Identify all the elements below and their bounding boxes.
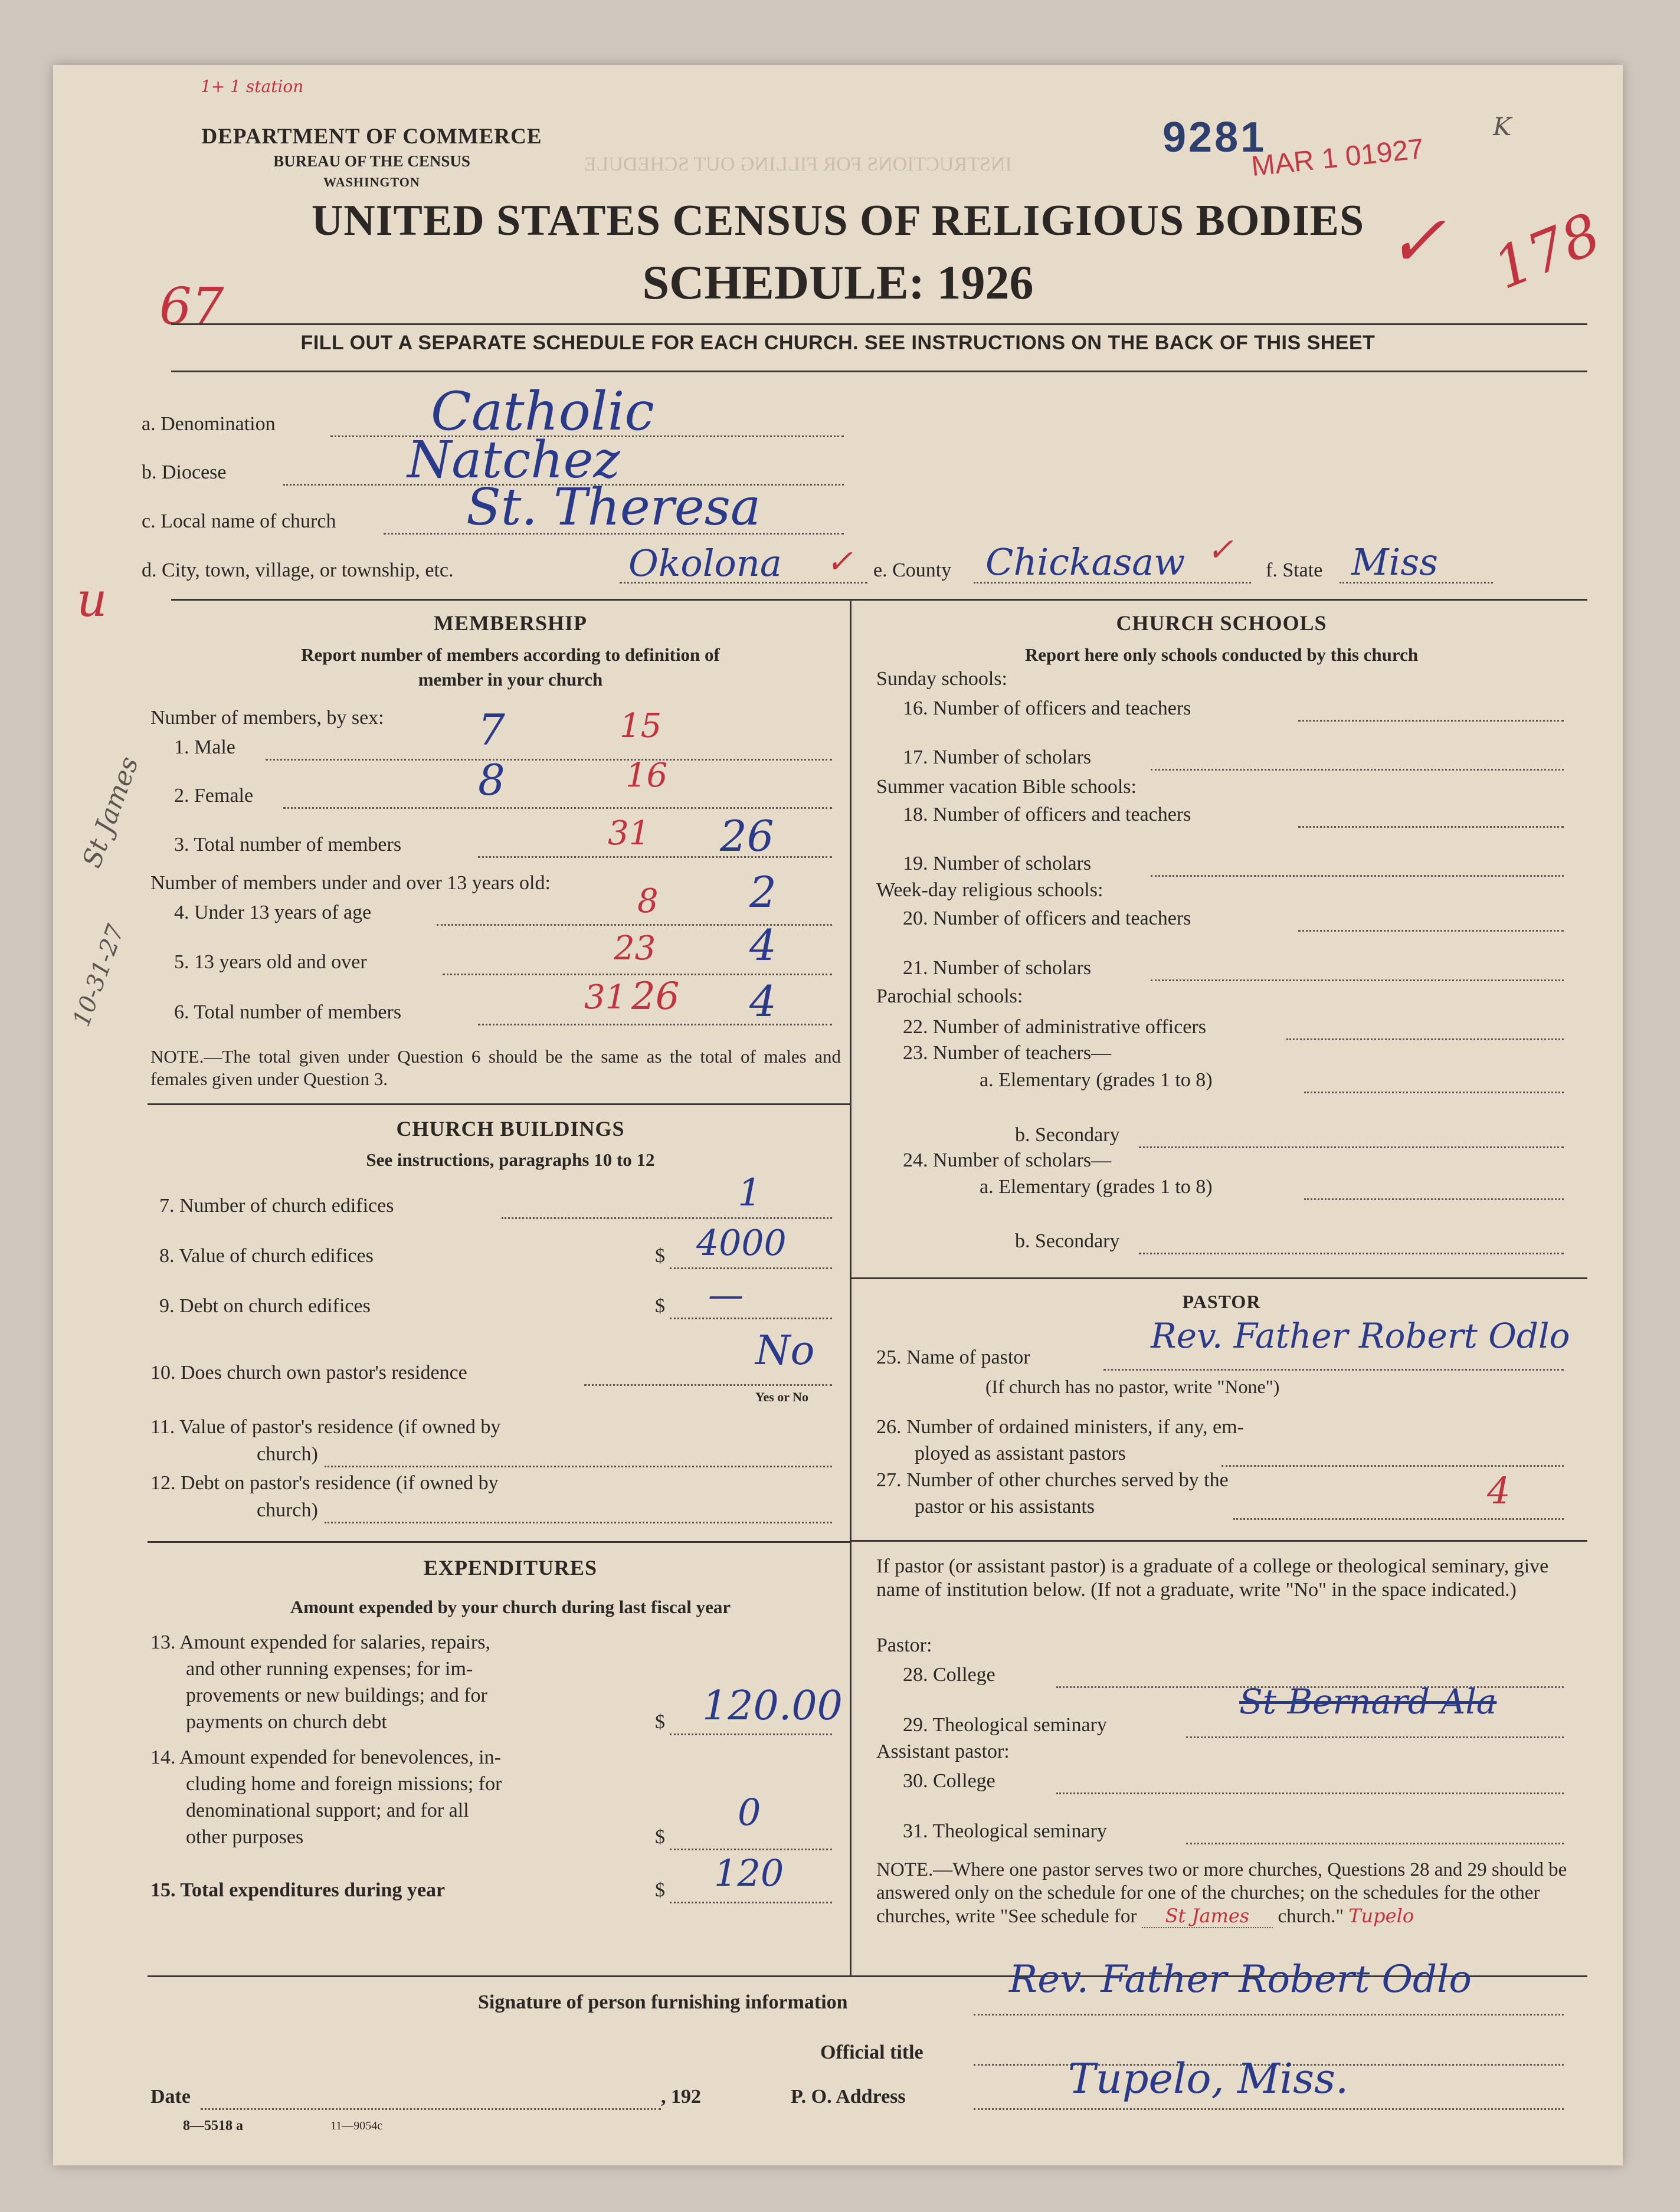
pastor-seminary-value: St Bernard Ala <box>1239 1682 1497 1722</box>
residence-debt-line[interactable] <box>325 1522 832 1523</box>
edifices-debt-dollar: $ <box>655 1295 665 1317</box>
edifices-value-value: 4000 <box>696 1223 787 1264</box>
multi-church-note <box>876 1859 1573 1928</box>
edifices-debt-value: — <box>708 1274 744 1316</box>
running-expenses-value: 120.00 <box>702 1683 843 1729</box>
scholars-elementary-line[interactable] <box>1304 1198 1564 1200</box>
other-churches-label-1: 27. Number of other churches served by the <box>876 1469 1229 1491</box>
weekday-scholars-line[interactable] <box>1151 979 1564 981</box>
residence-debt-label-1: 12. Debt on pastor's residence (if owned by <box>150 1472 499 1494</box>
signature-label: Signature of person furnishing information <box>478 1991 848 2013</box>
page-title: UNITED STATES CENSUS OF RELIGIOUS BODIES <box>311 196 1365 245</box>
pastor-name-hint: (If church has no pastor, write "None") <box>985 1376 1280 1397</box>
sunday-officers-label: 16. Number of officers and teachers <box>903 697 1191 719</box>
county-label: e. County <box>873 559 952 581</box>
bureau-heading: BUREAU OF THE CENSUS <box>273 152 470 170</box>
po-address-value: Tupelo, Miss. <box>1068 2054 1349 2103</box>
pastor-college-label: 28. College <box>903 1664 995 1686</box>
instruction-banner: FILL OUT A SEPARATE SCHEDULE FOR EACH CHURCH. SEE INSTRUCTIONS ON THE BACK OF THIS SHEET <box>300 332 1376 354</box>
edifices-debt-label: 9. Debt on church edifices <box>159 1295 371 1317</box>
date-line[interactable] <box>201 2108 661 2110</box>
date-year-suffix: , 192 <box>661 2086 701 2108</box>
male-label: 1. Male <box>174 736 235 758</box>
owns-residence-label: 10. Does church own pastor's residence <box>150 1362 467 1384</box>
schools-subheading: Report here only schools conducted by this church <box>1024 644 1419 665</box>
state-value: Miss <box>1351 540 1438 584</box>
pastor-divider <box>850 1540 1587 1542</box>
benevolences-label-4: other purposes <box>186 1826 304 1848</box>
corner-note: 1+ 1 station <box>201 77 304 96</box>
parochial-teachers-label: 23. Number of teachers— <box>903 1042 1112 1064</box>
edifices-value-label: 8. Value of church edifices <box>159 1245 374 1267</box>
buildings-subheading: See instructions, paragraphs 10 to 12 <box>366 1149 655 1170</box>
vacation-officers-line[interactable] <box>1298 826 1564 828</box>
owns-residence-line[interactable] <box>584 1384 832 1386</box>
vacation-officers-label: 18. Number of officers and teachers <box>903 804 1191 825</box>
buildings-heading: CHURCH BUILDINGS <box>396 1117 625 1141</box>
edifices-count-label: 7. Number of church edifices <box>159 1195 394 1217</box>
city-heading: WASHINGTON <box>323 175 420 189</box>
running-expenses-label-2: and other running expenses; for im- <box>186 1658 473 1680</box>
header-rule-top <box>171 323 1587 325</box>
diocese-value: Natchez <box>407 431 620 490</box>
stamp-initial: K <box>1493 112 1512 141</box>
pastor-heading: PASTOR <box>1182 1291 1261 1312</box>
po-address-line[interactable] <box>974 2108 1564 2110</box>
edifices-value-line[interactable] <box>670 1267 832 1269</box>
teachers-elementary-label: a. Elementary (grades 1 to 8) <box>980 1069 1213 1091</box>
male-red-value: 15 <box>620 707 662 745</box>
edifices-count-line[interactable] <box>502 1217 832 1219</box>
total-expenditures-line[interactable] <box>670 1902 832 1903</box>
over-13-red-value: 23 <box>614 929 656 968</box>
assistant-ministers-label-1: 26. Number of ordained ministers, if any, em- <box>876 1416 1244 1438</box>
margin-check-mark: ✓ <box>1387 201 1446 283</box>
multi-church-note-text: NOTE.—Where one pastor serves two or more churches, Questions 28 and 29 should be answered only on the schedule for one of the churches; on the schedules for the other churches, write "See schedule for <box>876 1859 1567 1927</box>
other-churches-label-2: pastor or his assistants <box>915 1496 1095 1518</box>
sunday-officers-line[interactable] <box>1298 720 1564 722</box>
running-expenses-label-3: provements or new buildings; and for <box>186 1685 487 1706</box>
local-name-value: St. Theresa <box>466 478 761 537</box>
total-expenditures-value: 120 <box>714 1851 784 1895</box>
schools-heading: CHURCH SCHOOLS <box>1116 611 1327 635</box>
residence-value-label-1: 11. Value of pastor's residence (if owned by <box>150 1416 501 1438</box>
denomination-label: a. Denomination <box>142 413 276 435</box>
form-number: 8—5518 a <box>183 2118 243 2134</box>
by-sex-label: Number of members, by sex: <box>150 707 384 729</box>
pastor-name-value: Rev. Father Robert Odlo <box>1151 1316 1570 1356</box>
margin-letter: u <box>77 572 107 627</box>
see-schedule-place: Tupelo <box>1348 1905 1414 1927</box>
sunday-scholars-line[interactable] <box>1151 769 1564 771</box>
county-value: Chickasaw <box>985 540 1186 584</box>
over-13-value: 4 <box>749 920 777 970</box>
received-date-stamp: MAR 1 01927 <box>1250 133 1426 183</box>
under-13-red-value: 8 <box>637 882 659 920</box>
pastor-seminary-label: 29. Theological seminary <box>903 1714 1107 1736</box>
running-expenses-dollar: $ <box>655 1711 665 1733</box>
female-red-value: 16 <box>626 756 668 795</box>
schools-divider <box>850 1277 1587 1279</box>
local-name-label: c. Local name of church <box>142 510 336 532</box>
total-by-age-line[interactable] <box>478 1024 832 1025</box>
pastor-seminary-line[interactable] <box>1186 1736 1564 1738</box>
owns-residence-hint: Yes or No <box>755 1390 809 1404</box>
vacation-scholars-label: 19. Number of scholars <box>903 853 1092 874</box>
edifices-value-dollar: $ <box>655 1245 665 1267</box>
total-by-age-red-value: 31 <box>584 978 627 1017</box>
under-13-value: 2 <box>749 867 777 917</box>
teachers-secondary-label: b. Secondary <box>1015 1124 1120 1146</box>
running-expenses-line[interactable] <box>670 1733 832 1735</box>
female-label: 2. Female <box>174 785 254 807</box>
side-note-date: 10-31-27 <box>68 921 130 1030</box>
residence-value-label-2: church) <box>257 1443 318 1465</box>
margin-number-right: 178 <box>1484 200 1610 303</box>
sunday-scholars-label: 17. Number of scholars <box>903 746 1092 768</box>
diocese-label: b. Diocese <box>142 461 227 483</box>
weekday-officers-label: 20. Number of officers and teachers <box>903 907 1191 929</box>
membership-subheading-2: member in your church <box>418 669 603 690</box>
running-expenses-label-1: 13. Amount expended for salaries, repairs, <box>150 1631 490 1653</box>
benevolences-dollar: $ <box>655 1826 665 1848</box>
assistant-college-label: 30. College <box>903 1770 995 1792</box>
parochial-scholars-label: 24. Number of scholars— <box>903 1149 1112 1171</box>
female-value: 8 <box>478 755 505 805</box>
department-heading: DEPARTMENT OF COMMERCE <box>201 124 542 149</box>
assistant-college-line[interactable] <box>1056 1792 1564 1794</box>
scholars-secondary-label: b. Secondary <box>1015 1230 1120 1252</box>
assistant-ministers-label-2: ployed as assistant pastors <box>915 1443 1126 1464</box>
parochial-officers-label: 22. Number of administrative officers <box>903 1016 1206 1038</box>
po-address-label: P. O. Address <box>791 2086 906 2108</box>
over-13-label: 5. 13 years old and over <box>174 951 367 973</box>
see-schedule-value: St James <box>1142 1905 1273 1928</box>
vacation-schools-label: Summer vacation Bible schools: <box>876 776 1137 798</box>
pastor-name-line[interactable] <box>1103 1369 1564 1371</box>
official-title-label: Official title <box>820 2041 923 2063</box>
pastor-name-label: 25. Name of pastor <box>876 1346 1030 1368</box>
membership-subheading-1: Report number of members according to definition of <box>301 644 720 665</box>
date-label: Date <box>150 2086 191 2108</box>
assistant-ministers-line[interactable] <box>1221 1465 1564 1467</box>
print-code: 11—9054c <box>330 2119 383 2132</box>
weekday-officers-line[interactable] <box>1298 930 1564 932</box>
membership-divider <box>148 1103 850 1105</box>
weekday-schools-label: Week-day religious schools: <box>876 879 1103 901</box>
city-check-mark: ✓ <box>826 543 853 580</box>
under-13-label: 4. Under 13 years of age <box>174 902 372 923</box>
bleed-through-text: INSTRUCTIONS FOR FILLING OUT SCHEDULE <box>584 153 1012 175</box>
assistant-seminary-label: 31. Theological seminary <box>903 1820 1107 1842</box>
multi-church-note-end: church." <box>1278 1906 1344 1927</box>
total-members-label: 3. Total number of members <box>174 834 402 856</box>
total-members-line[interactable] <box>478 856 832 858</box>
age-group-label: Number of members under and over 13 years old: <box>150 872 551 894</box>
benevolences-label-1: 14. Amount expended for benevolences, in- <box>150 1746 501 1768</box>
denomination-value: Catholic <box>431 381 654 443</box>
total-expenditures-dollar: $ <box>655 1879 665 1901</box>
benevolences-value: 0 <box>738 1791 761 1834</box>
schedule-year: SCHEDULE: 1926 <box>642 255 1034 309</box>
city-value: Okolona <box>628 542 782 585</box>
male-value: 7 <box>478 705 505 755</box>
scholars-elementary-label: a. Elementary (grades 1 to 8) <box>980 1176 1213 1198</box>
residence-debt-label-2: church) <box>257 1499 318 1521</box>
column-divider <box>850 601 852 1975</box>
assistant-subheading: Assistant pastor: <box>876 1741 1010 1762</box>
margin-number-left: 67 <box>159 277 224 336</box>
signature-line[interactable] <box>974 2014 1564 2016</box>
benevolences-label-3: denominational support; and for all <box>186 1800 469 1821</box>
total-by-age-value: 26 <box>631 975 680 1018</box>
census-schedule-sheet <box>53 65 1623 2165</box>
owns-residence-value: No <box>755 1328 815 1374</box>
pastor-subheading: Pastor: <box>876 1634 932 1656</box>
parochial-officers-line[interactable] <box>1286 1038 1564 1040</box>
scholars-secondary-line[interactable] <box>1139 1253 1564 1254</box>
vacation-scholars-line[interactable] <box>1151 875 1564 877</box>
header-rule-bottom <box>171 371 1587 372</box>
serial-number: 9281 <box>1162 114 1267 161</box>
side-note-church: St James <box>77 752 145 872</box>
edifices-count-value: 1 <box>738 1171 762 1215</box>
total-members-red-value: 31 <box>608 814 650 853</box>
teachers-elementary-line[interactable] <box>1304 1092 1564 1093</box>
membership-heading: MEMBERSHIP <box>433 611 587 635</box>
body-rule-top <box>171 599 1587 601</box>
residence-value-line[interactable] <box>325 1466 832 1467</box>
other-churches-line[interactable] <box>1233 1518 1564 1520</box>
total-by-age-value-blue: 4 <box>749 976 777 1026</box>
signature-value: Rev. Father Robert Odlo <box>1009 1958 1472 2001</box>
benevolences-line[interactable] <box>670 1849 832 1850</box>
city-label: d. City, town, village, or township, etc. <box>142 559 454 581</box>
state-label: f. State <box>1266 559 1323 581</box>
other-churches-value: 4 <box>1487 1469 1511 1512</box>
weekday-scholars-label: 21. Number of scholars <box>903 957 1092 979</box>
running-expenses-label-4: payments on church debt <box>186 1711 387 1733</box>
buildings-divider <box>148 1541 850 1543</box>
edifices-debt-line[interactable] <box>670 1318 832 1319</box>
parochial-schools-label: Parochial schools: <box>876 985 1023 1007</box>
assistant-seminary-line[interactable] <box>1186 1843 1564 1844</box>
male-line[interactable] <box>266 759 832 761</box>
teachers-secondary-line[interactable] <box>1139 1146 1564 1148</box>
total-expenditures-label: 15. Total expenditures during year <box>150 1879 446 1901</box>
graduate-note: If pastor (or assistant pastor) is a graduate of a college or theological seminary, give name of institution below. (If not a graduate, write "No" in the space indicated.) <box>876 1555 1549 1601</box>
female-line[interactable] <box>283 807 832 809</box>
sunday-schools-label: Sunday schools: <box>876 668 1007 690</box>
total-members-value: 26 <box>720 811 774 861</box>
county-check-mark: ✓ <box>1207 531 1234 568</box>
expenditures-subheading: Amount expended by your church during last fiscal year <box>290 1597 731 1617</box>
expenditures-heading: EXPENDITURES <box>423 1556 598 1579</box>
total-by-age-label: 6. Total number of members <box>174 1001 402 1023</box>
benevolences-label-2: cluding home and foreign missions; for <box>186 1773 502 1795</box>
membership-note: NOTE.—The total given under Question 6 should be the same as the total of males and females given under Question 3. <box>150 1046 841 1089</box>
